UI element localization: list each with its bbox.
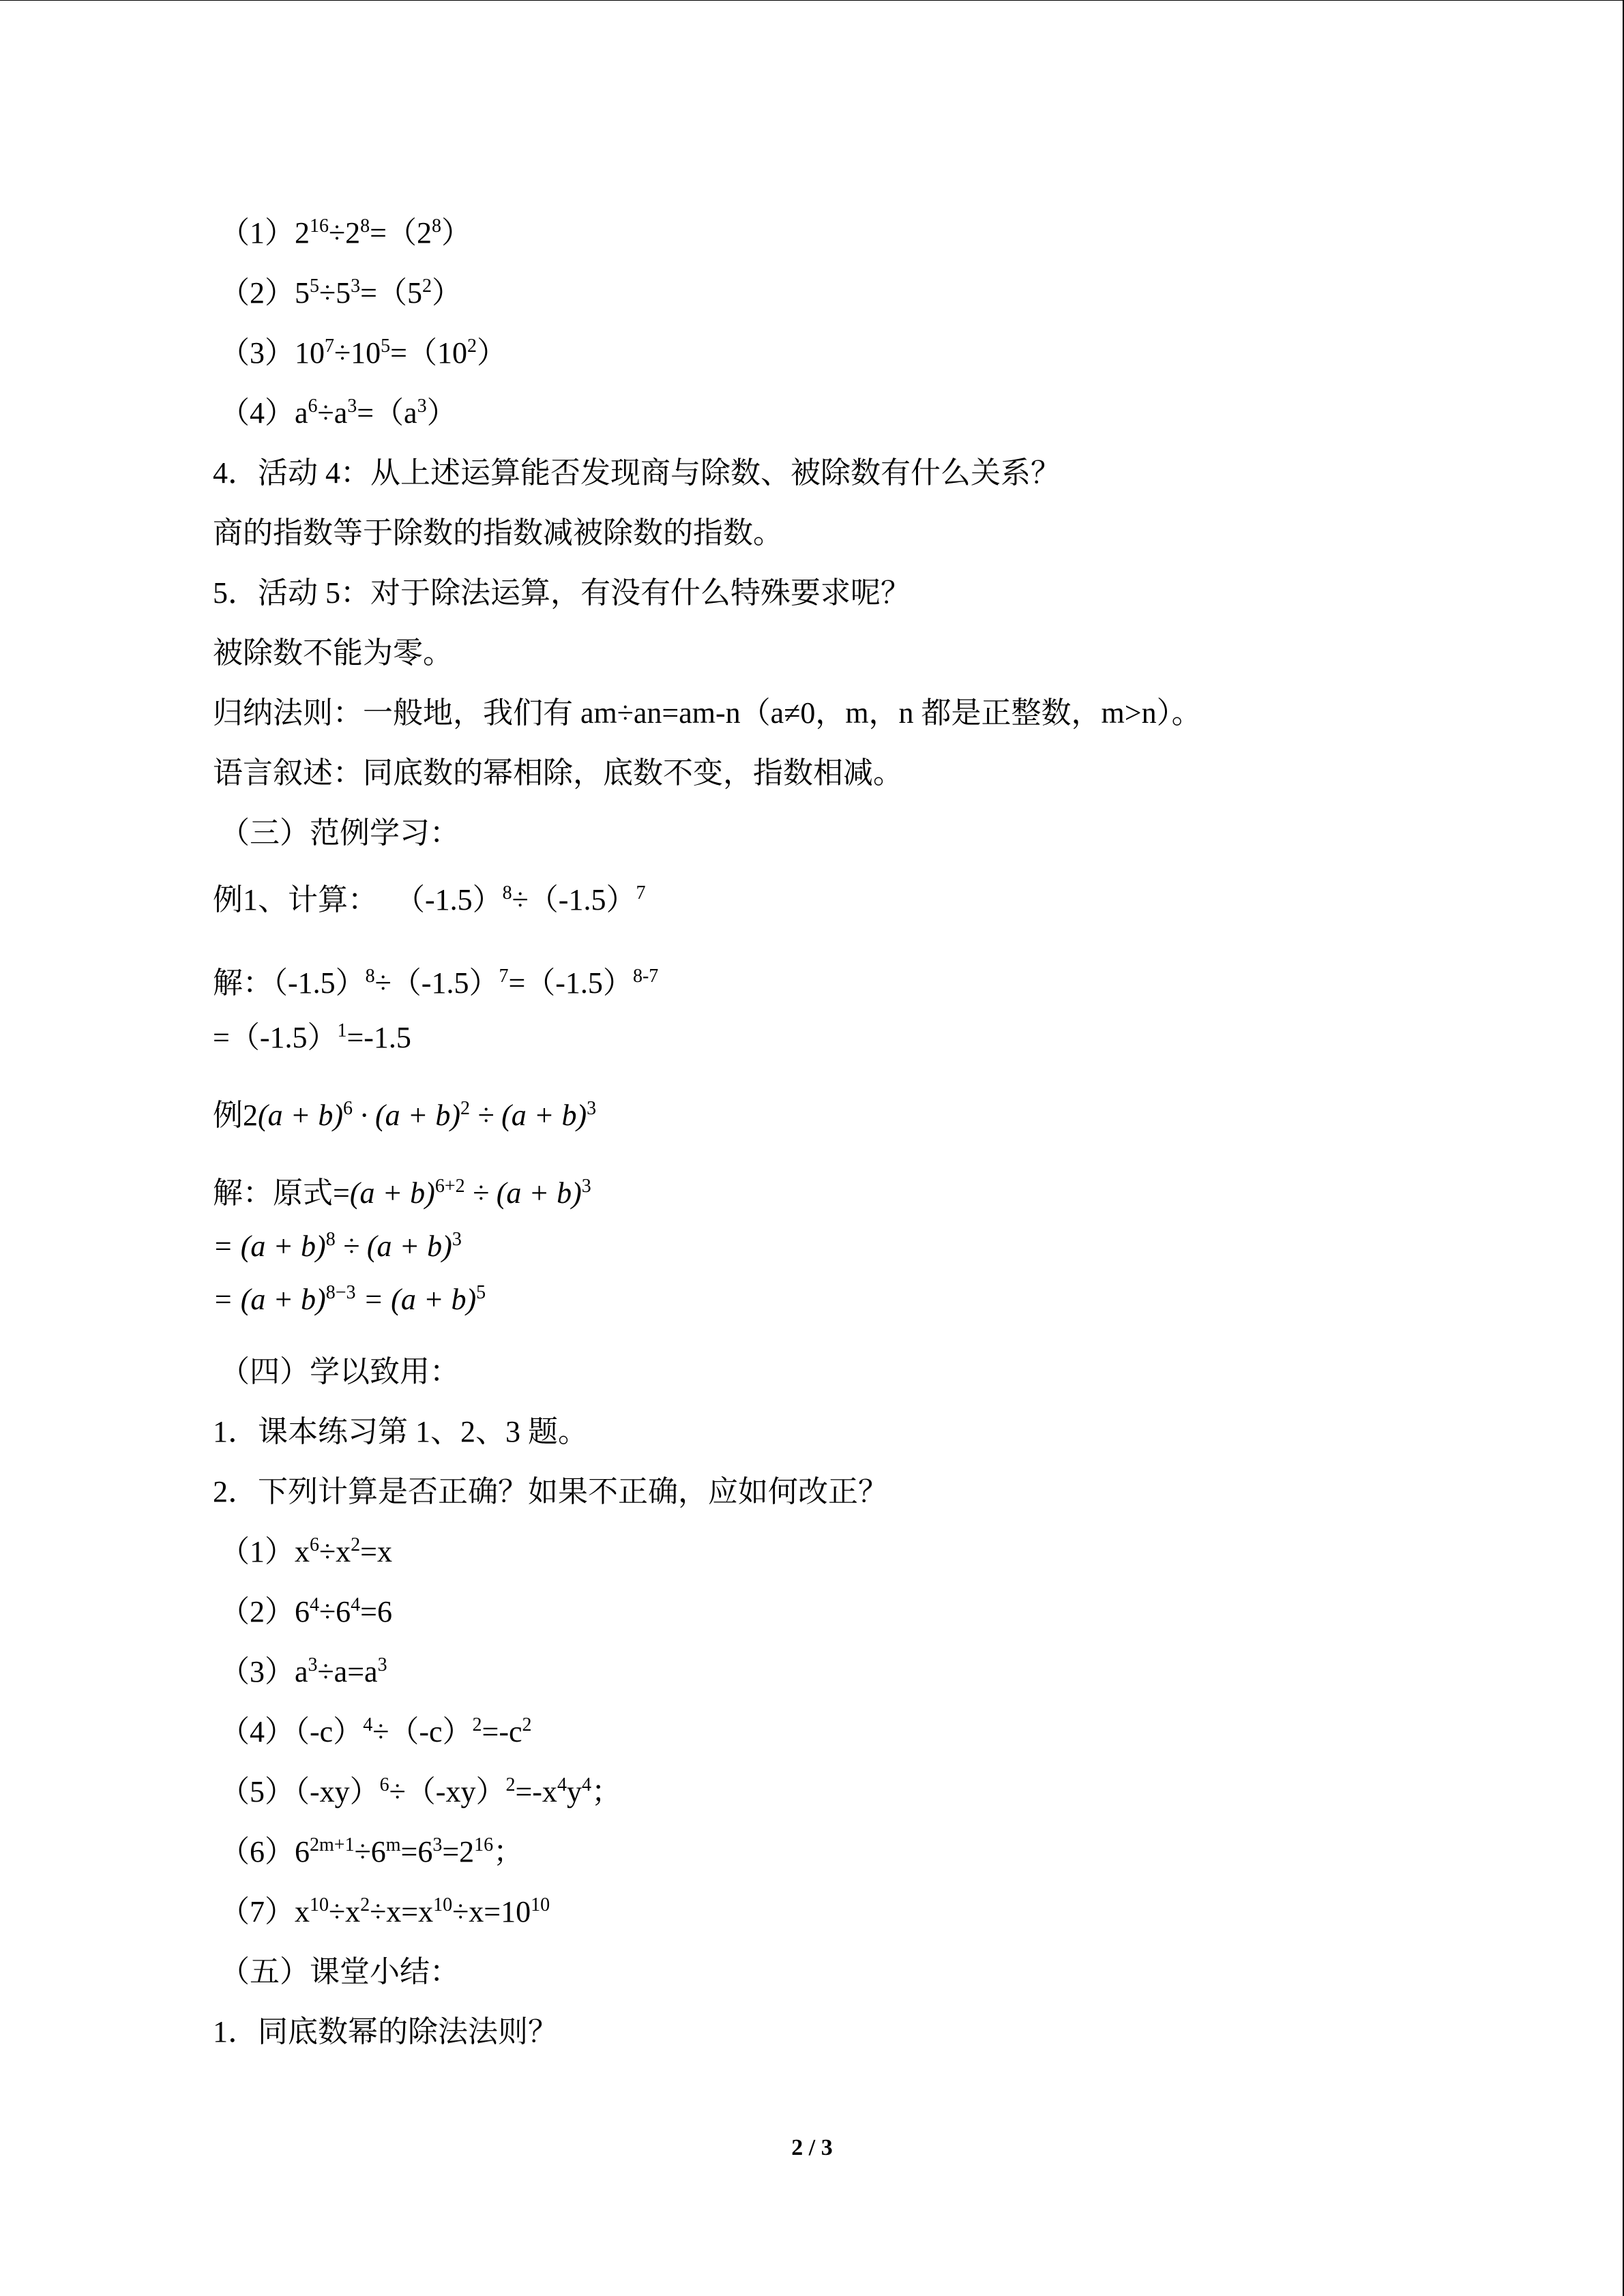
check-item-2: $(2)6^4\div 6^4=6$ (220, 1594, 392, 1628)
check-item-5: $(5)(-xy)^6\div(-xy)^2=-x^4y^4$； (220, 1774, 621, 1808)
power-item-1: $(1)2^{16}\div 2^8=(2^8)$ (220, 215, 471, 250)
page-number: 2 / 3 (791, 2135, 833, 2160)
page-top-border (0, 0, 1623, 1)
rule-statement: 语言叙述：同底数的幂相除，底数不变，指数相减。 (213, 756, 903, 790)
section-heading-5: （五）课堂小结： (220, 1955, 460, 1988)
check-item-4: $(4)(-c)^4\div(-c)^2=-c^2$ (220, 1714, 532, 1748)
activity4-answer: 商的指数等于除数的指数减被除数的指数。 (213, 516, 783, 550)
practice-1: 1．课本练习第 1、2、3 题。 (213, 1415, 588, 1448)
activity5-answer: 被除数不能为零。 (213, 636, 453, 670)
power-item-2: $(2)5^5\div 5^3=(5^2)$ (220, 275, 462, 310)
power-item-3: $(3)10^7\div 10^5=(10^2)$ (220, 336, 507, 370)
power-item-4: $(4)a^6\div a^3=(a^3)$ (220, 396, 457, 430)
solution-1-line-1: 解：$(-1.5)^8\div(-1.5)^7=(-1.5)^{8-7}$ (213, 966, 659, 1000)
solution-2-line-1: 解：原式$=(a + b)^{6+2} \div (a + b)^3$ (213, 1176, 591, 1210)
solution-2-line-3: = $(a + b)^{8-3} = (a + b)^5$ (213, 1282, 486, 1316)
activity5-question: 5．活动 5：对于除法运算，有没有什么特殊要求呢？ (213, 576, 911, 610)
check-item-7: $(7)x^{10}\div x^2\div x=x^{10}\div x=10^{10}$ (220, 1894, 550, 1928)
example-2: 例$2(a + b)^6 \cdot (a + b)^2 \div (a + b)^3$ (213, 1098, 597, 1132)
summary-1: 1．同底数幂的除法法则？ (213, 2015, 558, 2048)
section-heading-4: （四）学以致用： (220, 1355, 460, 1388)
practice-2: 2．下列计算是否正确？如果不正确，应如何改正？ (213, 1475, 888, 1508)
solution-1-line-2: $=(-1.5)^1=-1.5$ (213, 1020, 411, 1054)
solution-2-line-2: = $(a + b)^8 \div (a + b)^3$ (213, 1229, 462, 1263)
activity4-question: 4．活动 4：从上述运算能否发现商与除数、被除数有什么关系？ (213, 456, 1061, 490)
division-rule: 归纳法则：一般地，我们有 am÷an=am-n（a≠0，m，n 都是正整数，m>n）。 (213, 696, 1202, 730)
check-item-3: $(3)a^3\div a=a^3$ (220, 1654, 387, 1688)
example-1: 例1、计算： $(-1.5)^8\div(-1.5)^7$ (213, 882, 646, 916)
check-item-1: $(1)x^6\div x^2=x$ (220, 1534, 392, 1568)
section-heading-3: （三）范例学习： (220, 816, 460, 850)
check-item-6: $(6)6^{2m+1}\div 6^m=6^3=2^{16}$； (220, 1834, 524, 1868)
